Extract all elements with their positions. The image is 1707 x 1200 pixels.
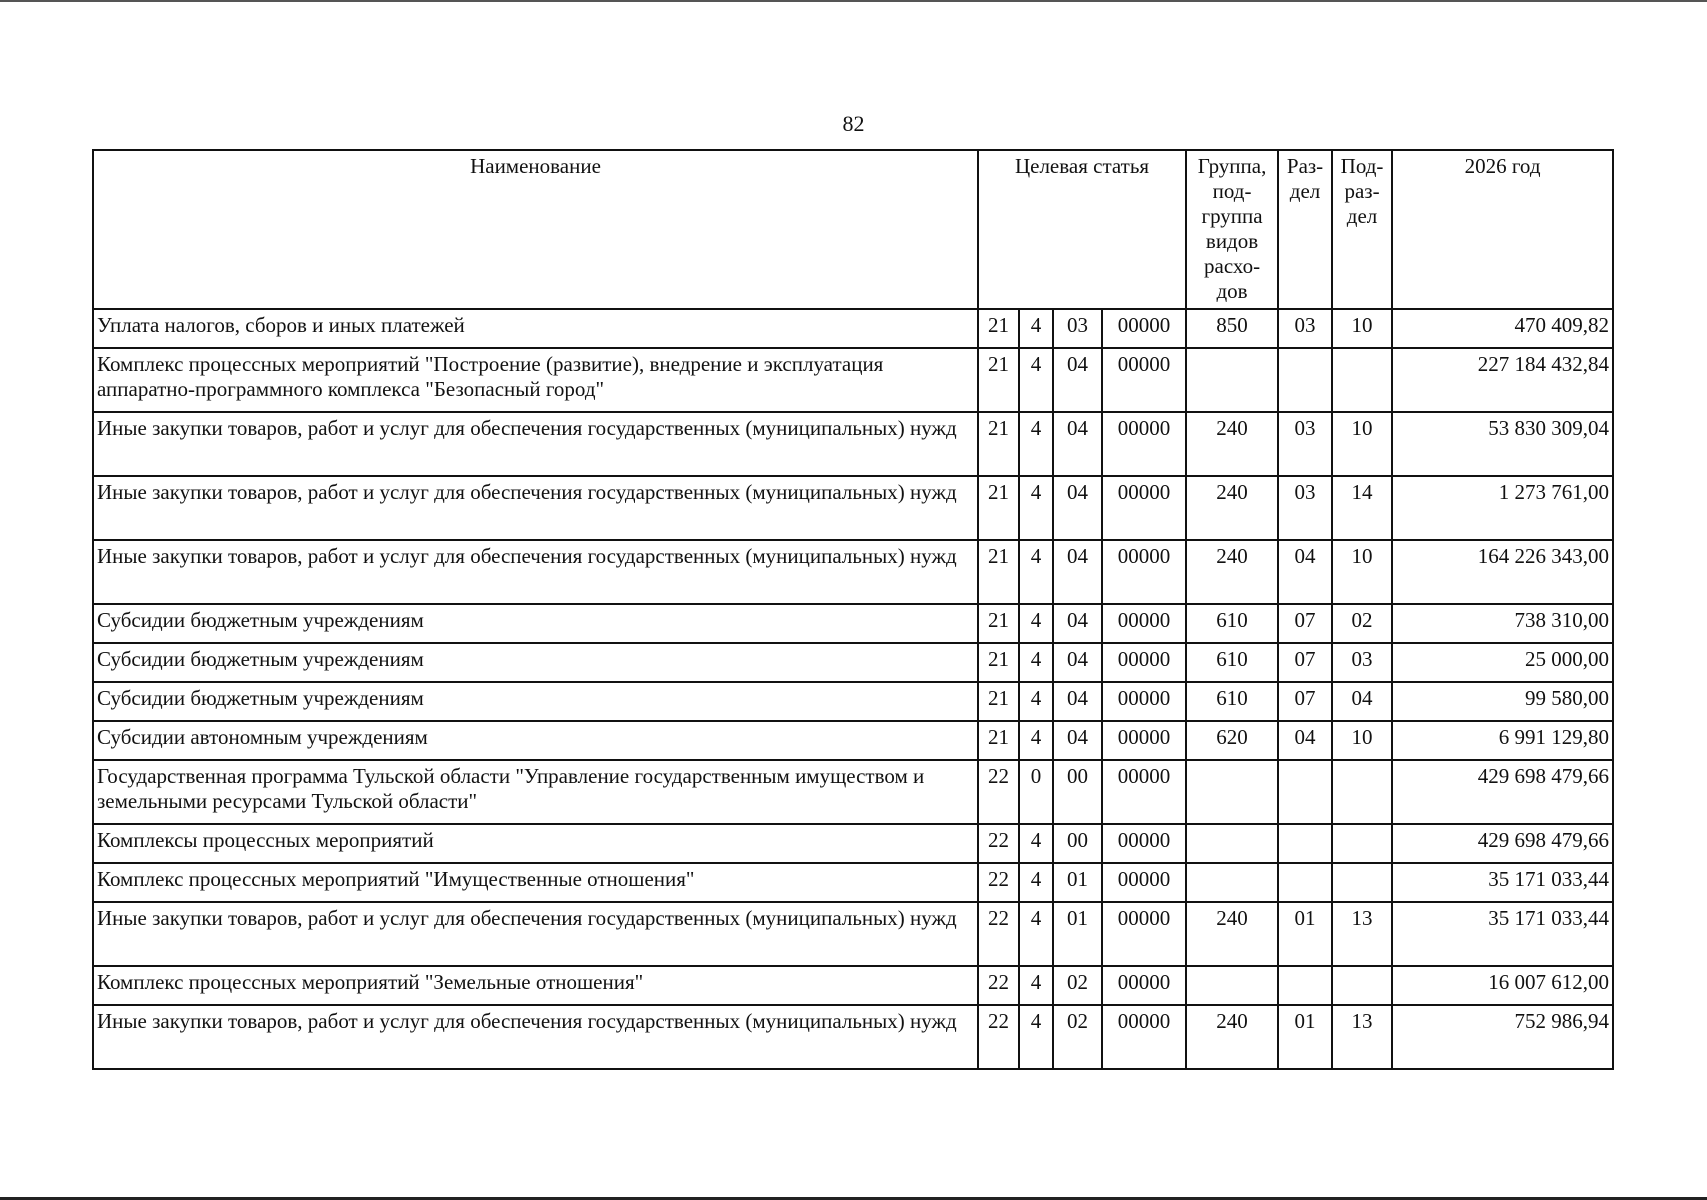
expense-group: 610 <box>1186 643 1278 682</box>
article-code-3: 02 <box>1053 1005 1102 1069</box>
table-row <box>93 863 1613 902</box>
amount-2026: 35 171 033,44 <box>1392 902 1613 966</box>
article-code-3: 04 <box>1053 682 1102 721</box>
amount-2026: 99 580,00 <box>1392 682 1613 721</box>
subsection-code: 14 <box>1332 476 1392 540</box>
amount-2026: 164 226 343,00 <box>1392 540 1613 604</box>
article-code-2: 4 <box>1019 309 1053 348</box>
section-code: 03 <box>1278 309 1332 348</box>
article-code-3: 04 <box>1053 540 1102 604</box>
article-code-4: 00000 <box>1102 760 1186 824</box>
amount-2026: 1 273 761,00 <box>1392 476 1613 540</box>
article-code-2: 4 <box>1019 604 1053 643</box>
subsection-code: 03 <box>1332 643 1392 682</box>
header-subsection: Под-раз-дел <box>1332 150 1392 309</box>
table-row <box>93 824 1613 863</box>
article-code-4: 00000 <box>1102 824 1186 863</box>
header-target-article: Целевая статья <box>978 150 1186 309</box>
article-code-2: 4 <box>1019 540 1053 604</box>
article-code-2: 4 <box>1019 824 1053 863</box>
section-code: 03 <box>1278 476 1332 540</box>
row-name: Комплекс процессных мероприятий "Земельные отношения" <box>93 966 978 1005</box>
table-row <box>93 604 1613 643</box>
row-name: Комплекс процессных мероприятий "Построение (развитие), внедрение и эксплуатация аппаратно-программного комплекса "Безопасный город" <box>93 348 978 412</box>
table-row <box>93 643 1613 682</box>
expense-group: 240 <box>1186 412 1278 476</box>
subsection-code <box>1332 760 1392 824</box>
expense-group <box>1186 760 1278 824</box>
row-name: Субсидии бюджетным учреждениям <box>93 643 978 682</box>
row-name: Субсидии бюджетным учреждениям <box>93 682 978 721</box>
amount-2026: 53 830 309,04 <box>1392 412 1613 476</box>
expense-group: 240 <box>1186 540 1278 604</box>
table-row <box>93 309 1613 348</box>
table-row <box>93 540 1613 604</box>
amount-2026: 25 000,00 <box>1392 643 1613 682</box>
row-name: Иные закупки товаров, работ и услуг для обеспечения государственных (муниципальных) нужд <box>93 1005 978 1069</box>
row-name: Иные закупки товаров, работ и услуг для обеспечения государственных (муниципальных) нужд <box>93 476 978 540</box>
header-section: Раз-дел <box>1278 150 1332 309</box>
row-name: Уплата налогов, сборов и иных платежей <box>93 309 978 348</box>
amount-2026: 227 184 432,84 <box>1392 348 1613 412</box>
page-number: 82 <box>842 111 865 136</box>
article-code-4: 00000 <box>1102 902 1186 966</box>
article-code-4: 00000 <box>1102 1005 1186 1069</box>
table-row <box>93 1005 1613 1069</box>
budget-table <box>92 149 1614 1070</box>
article-code-4: 00000 <box>1102 476 1186 540</box>
section-code <box>1278 760 1332 824</box>
article-code-4: 00000 <box>1102 643 1186 682</box>
table-body <box>93 309 1613 1069</box>
article-code-1: 22 <box>978 902 1019 966</box>
article-code-2: 4 <box>1019 682 1053 721</box>
subsection-code <box>1332 824 1392 863</box>
table-row <box>93 682 1613 721</box>
section-code: 07 <box>1278 643 1332 682</box>
expense-group <box>1186 966 1278 1005</box>
article-code-3: 04 <box>1053 643 1102 682</box>
article-code-3: 02 <box>1053 966 1102 1005</box>
amount-2026: 429 698 479,66 <box>1392 824 1613 863</box>
article-code-4: 00000 <box>1102 721 1186 760</box>
row-name: Государственная программа Тульской области "Управление государственным имуществом и земельными ресурсами Тульской области" <box>93 760 978 824</box>
section-code: 01 <box>1278 902 1332 966</box>
article-code-2: 4 <box>1019 1005 1053 1069</box>
expense-group <box>1186 348 1278 412</box>
subsection-code: 10 <box>1332 309 1392 348</box>
subsection-code: 13 <box>1332 902 1392 966</box>
section-code <box>1278 348 1332 412</box>
row-name: Субсидии автономным учреждениям <box>93 721 978 760</box>
expense-group: 240 <box>1186 476 1278 540</box>
article-code-3: 04 <box>1053 604 1102 643</box>
amount-2026: 429 698 479,66 <box>1392 760 1613 824</box>
article-code-4: 00000 <box>1102 348 1186 412</box>
amount-2026: 752 986,94 <box>1392 1005 1613 1069</box>
expense-group <box>1186 824 1278 863</box>
row-name: Комплексы процессных мероприятий <box>93 824 978 863</box>
article-code-4: 00000 <box>1102 682 1186 721</box>
expense-group <box>1186 863 1278 902</box>
table-row <box>93 476 1613 540</box>
article-code-4: 00000 <box>1102 540 1186 604</box>
row-name: Иные закупки товаров, работ и услуг для обеспечения государственных (муниципальных) нужд <box>93 412 978 476</box>
subsection-code: 13 <box>1332 1005 1392 1069</box>
article-code-1: 21 <box>978 412 1019 476</box>
article-code-3: 01 <box>1053 902 1102 966</box>
article-code-1: 22 <box>978 824 1019 863</box>
article-code-4: 00000 <box>1102 309 1186 348</box>
table-row <box>93 721 1613 760</box>
subsection-code: 04 <box>1332 682 1392 721</box>
article-code-1: 21 <box>978 309 1019 348</box>
expense-group: 240 <box>1186 902 1278 966</box>
subsection-code <box>1332 863 1392 902</box>
section-code <box>1278 966 1332 1005</box>
table-header-row <box>93 150 1613 309</box>
article-code-4: 00000 <box>1102 966 1186 1005</box>
header-expense-group: Группа, под-группа видов расхо-дов <box>1186 150 1278 309</box>
article-code-3: 01 <box>1053 863 1102 902</box>
row-name: Иные закупки товаров, работ и услуг для обеспечения государственных (муниципальных) нужд <box>93 540 978 604</box>
article-code-1: 21 <box>978 540 1019 604</box>
article-code-2: 4 <box>1019 863 1053 902</box>
section-code: 04 <box>1278 721 1332 760</box>
amount-2026: 35 171 033,44 <box>1392 863 1613 902</box>
article-code-1: 22 <box>978 863 1019 902</box>
article-code-1: 21 <box>978 348 1019 412</box>
section-code <box>1278 863 1332 902</box>
section-code: 04 <box>1278 540 1332 604</box>
section-code <box>1278 824 1332 863</box>
article-code-1: 22 <box>978 966 1019 1005</box>
section-code: 03 <box>1278 412 1332 476</box>
expense-group: 850 <box>1186 309 1278 348</box>
row-name: Комплекс процессных мероприятий "Имущественные отношения" <box>93 863 978 902</box>
subsection-code: 10 <box>1332 721 1392 760</box>
article-code-1: 22 <box>978 1005 1019 1069</box>
article-code-4: 00000 <box>1102 412 1186 476</box>
article-code-1: 21 <box>978 476 1019 540</box>
subsection-code: 10 <box>1332 412 1392 476</box>
section-code: 01 <box>1278 1005 1332 1069</box>
article-code-3: 04 <box>1053 348 1102 412</box>
table-row <box>93 902 1613 966</box>
header-name: Наименование <box>93 150 978 309</box>
scan-edge-top <box>0 0 1707 2</box>
expense-group: 240 <box>1186 1005 1278 1069</box>
article-code-3: 00 <box>1053 760 1102 824</box>
amount-2026: 6 991 129,80 <box>1392 721 1613 760</box>
article-code-2: 4 <box>1019 348 1053 412</box>
table-row <box>93 412 1613 476</box>
article-code-2: 4 <box>1019 966 1053 1005</box>
subsection-code: 02 <box>1332 604 1392 643</box>
article-code-1: 21 <box>978 721 1019 760</box>
table-row <box>93 348 1613 412</box>
section-code: 07 <box>1278 682 1332 721</box>
article-code-4: 00000 <box>1102 604 1186 643</box>
amount-2026: 738 310,00 <box>1392 604 1613 643</box>
article-code-2: 4 <box>1019 476 1053 540</box>
table-row <box>93 760 1613 824</box>
article-code-3: 04 <box>1053 721 1102 760</box>
amount-2026: 16 007 612,00 <box>1392 966 1613 1005</box>
expense-group: 620 <box>1186 721 1278 760</box>
article-code-1: 21 <box>978 643 1019 682</box>
subsection-code: 10 <box>1332 540 1392 604</box>
article-code-4: 00000 <box>1102 863 1186 902</box>
article-code-2: 4 <box>1019 412 1053 476</box>
article-code-2: 0 <box>1019 760 1053 824</box>
row-name: Субсидии бюджетным учреждениям <box>93 604 978 643</box>
article-code-3: 04 <box>1053 476 1102 540</box>
article-code-2: 4 <box>1019 721 1053 760</box>
article-code-3: 03 <box>1053 309 1102 348</box>
amount-2026: 470 409,82 <box>1392 309 1613 348</box>
article-code-2: 4 <box>1019 902 1053 966</box>
section-code: 07 <box>1278 604 1332 643</box>
header-year: 2026 год <box>1392 150 1613 309</box>
expense-group: 610 <box>1186 604 1278 643</box>
article-code-3: 04 <box>1053 412 1102 476</box>
article-code-2: 4 <box>1019 643 1053 682</box>
table-row <box>93 966 1613 1005</box>
subsection-code <box>1332 966 1392 1005</box>
subsection-code <box>1332 348 1392 412</box>
expense-group: 610 <box>1186 682 1278 721</box>
article-code-1: 21 <box>978 604 1019 643</box>
article-code-1: 21 <box>978 682 1019 721</box>
article-code-1: 22 <box>978 760 1019 824</box>
article-code-3: 00 <box>1053 824 1102 863</box>
row-name: Иные закупки товаров, работ и услуг для обеспечения государственных (муниципальных) нужд <box>93 902 978 966</box>
